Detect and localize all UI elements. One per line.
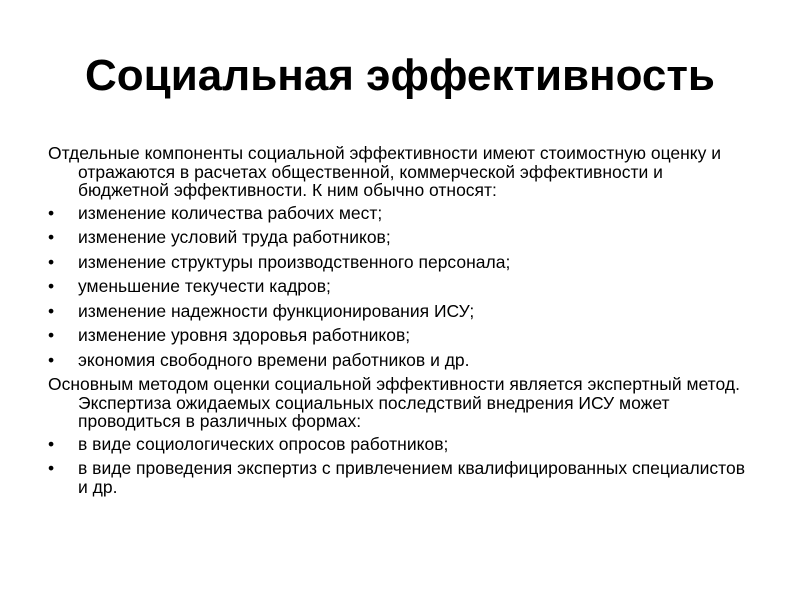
list-item-text: изменение условий труда работников;	[78, 227, 391, 247]
intro-paragraph: Отдельные компоненты социальной эффективности имеют стоимостную оценку и отражаются в расчетах общественной, коммерческой эффективности и бюджетной эффективности. К ним обычно относят:	[48, 143, 722, 200]
bullet-icon: •	[48, 300, 55, 321]
list-item-text: изменение уровня здоровья работников;	[78, 325, 411, 345]
bullet-icon: •	[48, 433, 55, 454]
list-item-text: в виде социологических опросов работников;	[78, 433, 449, 454]
list-item-text: изменение надежности функционирования ИСУ;	[78, 300, 475, 321]
list-item-text: в виде проведения экспертиз с привлечением квалифицированных специалистов и др.	[78, 458, 746, 497]
list-item	[48, 302, 748, 321]
bullet-icon: •	[48, 276, 55, 296]
list-item	[48, 459, 748, 496]
forms-list	[48, 435, 748, 497]
bullet-icon: •	[48, 202, 55, 223]
list-item	[48, 326, 748, 345]
list-item	[48, 351, 748, 370]
list-item	[48, 228, 748, 247]
bullet-icon: •	[48, 458, 55, 478]
list-item	[48, 277, 748, 296]
list-item-text: изменение структуры производственного персонала;	[78, 251, 511, 272]
slide-body	[48, 144, 748, 502]
bullet-icon: •	[48, 251, 55, 272]
method-paragraph: Основным методом оценки социальной эффективности является экспертный метод. Экспертиза ожидаемых социальных последствий внедрения ИСУ может проводиться в различных формах:	[48, 374, 740, 431]
bullet-icon: •	[48, 325, 55, 345]
list-item-text: изменение количества рабочих мест;	[78, 202, 383, 223]
list-item-text: уменьшение текучести кадров;	[78, 276, 331, 296]
list-item	[48, 435, 748, 454]
effects-list	[48, 204, 748, 370]
list-item-text: экономия свободного времени работников и др.	[78, 349, 470, 370]
list-item	[48, 253, 748, 272]
list-item	[48, 204, 748, 223]
bullet-icon: •	[48, 227, 55, 247]
slide-title: Социальная эффективность	[85, 51, 715, 100]
bullet-icon: •	[48, 349, 55, 370]
